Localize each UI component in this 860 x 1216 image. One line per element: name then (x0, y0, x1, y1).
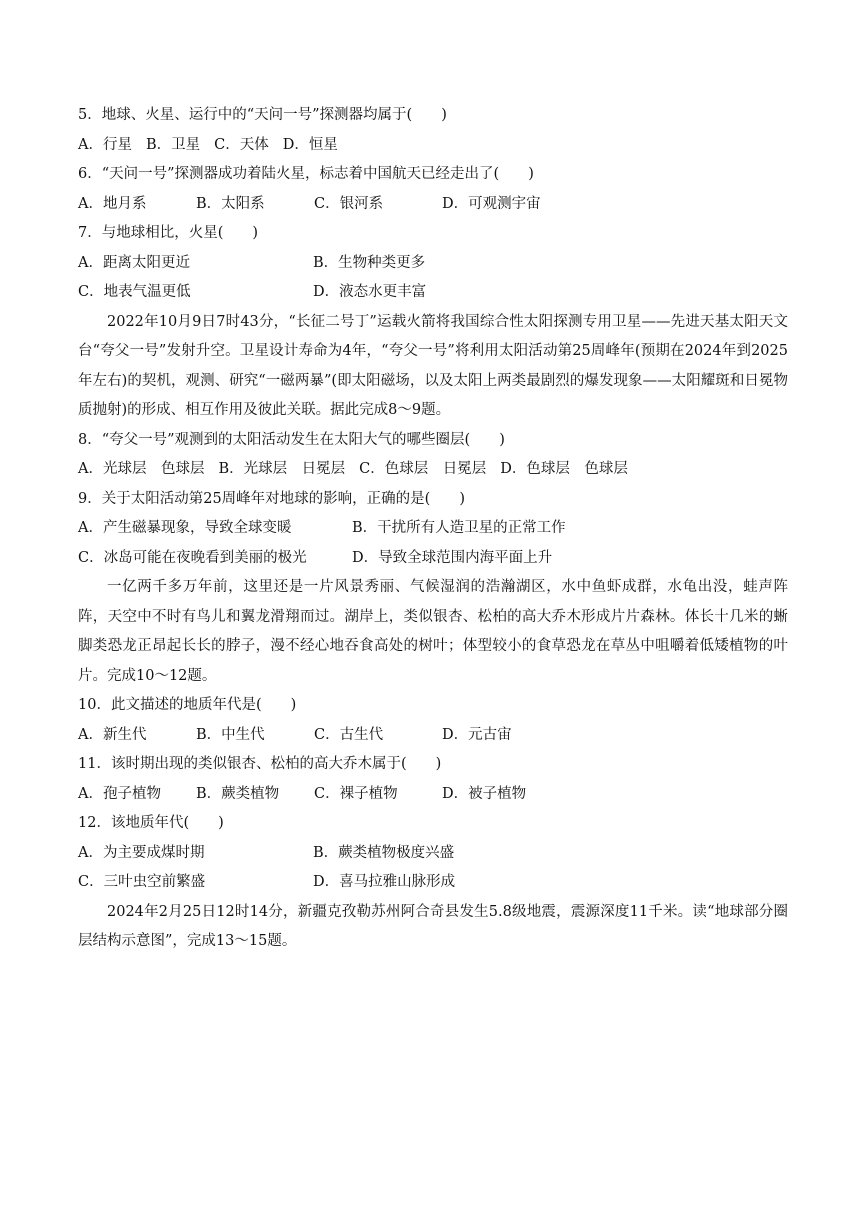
option-a: A．产生磁暴现象，导致全球变暖 (78, 520, 292, 536)
option-a: A．光球层 色球层 (78, 461, 205, 477)
option-c: C．三叶虫空前繁盛 (78, 874, 206, 890)
question-11-options (78, 780, 788, 810)
option-d: D．液态水更丰富 (313, 284, 427, 300)
option-c: C．裸子植物 (314, 785, 398, 802)
option-a: A．为主要成煤时期 (78, 844, 205, 861)
option-c: C．色球层 日冕层 (359, 461, 487, 477)
question-6-options (78, 190, 788, 220)
option-a: A．距离太阳更近 (78, 254, 190, 271)
question-5-stem: 5．地球、火星、运行中的“天问一号”探测器均属于( ) (78, 107, 447, 123)
question-7-options-row-1 (78, 249, 788, 279)
option-c: C．地表气温更低 (78, 284, 191, 300)
option-b: B．中生代 (196, 726, 265, 743)
option-b: B．生物种类更多 (313, 254, 426, 271)
question-12-options-row-2 (78, 868, 788, 898)
option-d: D．元古宙 (442, 726, 512, 743)
question-7-options-row-2 (78, 278, 788, 308)
option-c: C．银河系 (314, 195, 384, 212)
question-7-stem: 7．与地球相比，火星( ) (78, 225, 259, 241)
option-c: C．冰岛可能在夜晚看到美丽的极光 (78, 549, 307, 566)
option-b: B．太阳系 (196, 195, 265, 212)
question-10-options (78, 721, 788, 751)
passage-kuafu: 2022年10月9日7时43分，“长征二号丁”运载火箭将我国综合性太阳探测专用卫星——先进天基太阳天文台“夸父一号”发射升空。卫星设计寿命为4年，“夸父一号”将利用太阳活动第25周峰年(预期在2024年到2025年左右)的契机，观测、研究“一磁两暴”(即太阳磁场，以及太阳上两类最剧烈的爆发现象——太阳耀斑和日冕物质抛射)的形成、相互作用及彼此关联。据此完成8～9题。 (78, 313, 788, 418)
option-b: B．卫星 (145, 136, 201, 153)
question-12-stem: 12．该地质年代( ) (78, 815, 224, 831)
option-d: D．喜马拉雅山脉形成 (313, 874, 456, 890)
option-c: C．古生代 (314, 726, 384, 743)
question-10-stem: 10．此文描述的地质年代是( ) (78, 697, 297, 713)
question-5-options (78, 131, 788, 161)
passage-earthquake: 2024年2月25日12时14分，新疆克孜勒苏州阿合奇县发生5.8级地震，震源深度11千米。读“地球部分圈层结构示意图”，完成13～15题。 (78, 903, 788, 949)
question-6-stem: 6．“天问一号”探测器成功着陆火星，标志着中国航天已经走出了( ) (78, 166, 534, 182)
option-a: A．孢子植物 (78, 785, 161, 802)
question-11-stem: 11．该时期出现的类似银杏、松柏的高大乔木属于( ) (78, 756, 442, 772)
question-9-stem: 9．关于太阳活动第25周峰年对地球的影响，正确的是( ) (78, 490, 465, 507)
option-d: D．恒星 (282, 136, 338, 153)
option-c: C．天体 (214, 136, 269, 153)
option-d: D．色球层 色球层 (500, 461, 628, 477)
option-a: A．行星 (78, 136, 132, 153)
question-12-options-row-1 (78, 839, 788, 869)
document-page (78, 101, 788, 957)
question-9-options-row-2 (78, 544, 788, 574)
option-b: B．干扰所有人造卫星的正常工作 (352, 520, 566, 536)
question-8-options (78, 455, 788, 485)
option-b: B．蕨类植物 (196, 785, 280, 802)
question-9-options-row-1 (78, 514, 788, 544)
question-8-stem: 8．“夸父一号”观测到的太阳活动发生在太阳大气的哪些圈层( ) (78, 431, 505, 448)
option-a: A．新生代 (78, 726, 147, 743)
option-b: B．光球层 日冕层 (218, 461, 346, 477)
option-d: D．可观测宇宙 (442, 195, 541, 212)
passage-mesozoic: 一亿两千多万年前，这里还是一片风景秀丽、气候湿润的浩瀚湖区，水中鱼虾成群，水龟出没，蛙声阵阵，天空中不时有鸟儿和翼龙滑翔而过。湖岸上，类似银杏、松柏的高大乔木形成片片森林。体长十几米的蜥脚类恐龙正昂起长长的脖子，漫不经心地吞食高处的树叶；体型较小的食草恐龙在草丛中咀嚼着低矮植物的叶片。完成10～12题。 (78, 579, 788, 684)
option-d: D．导致全球范围内海平面上升 (352, 549, 553, 566)
option-b: B．蕨类植物极度兴盛 (313, 844, 455, 861)
option-a: A．地月系 (78, 195, 147, 212)
option-d: D．被子植物 (442, 785, 527, 802)
